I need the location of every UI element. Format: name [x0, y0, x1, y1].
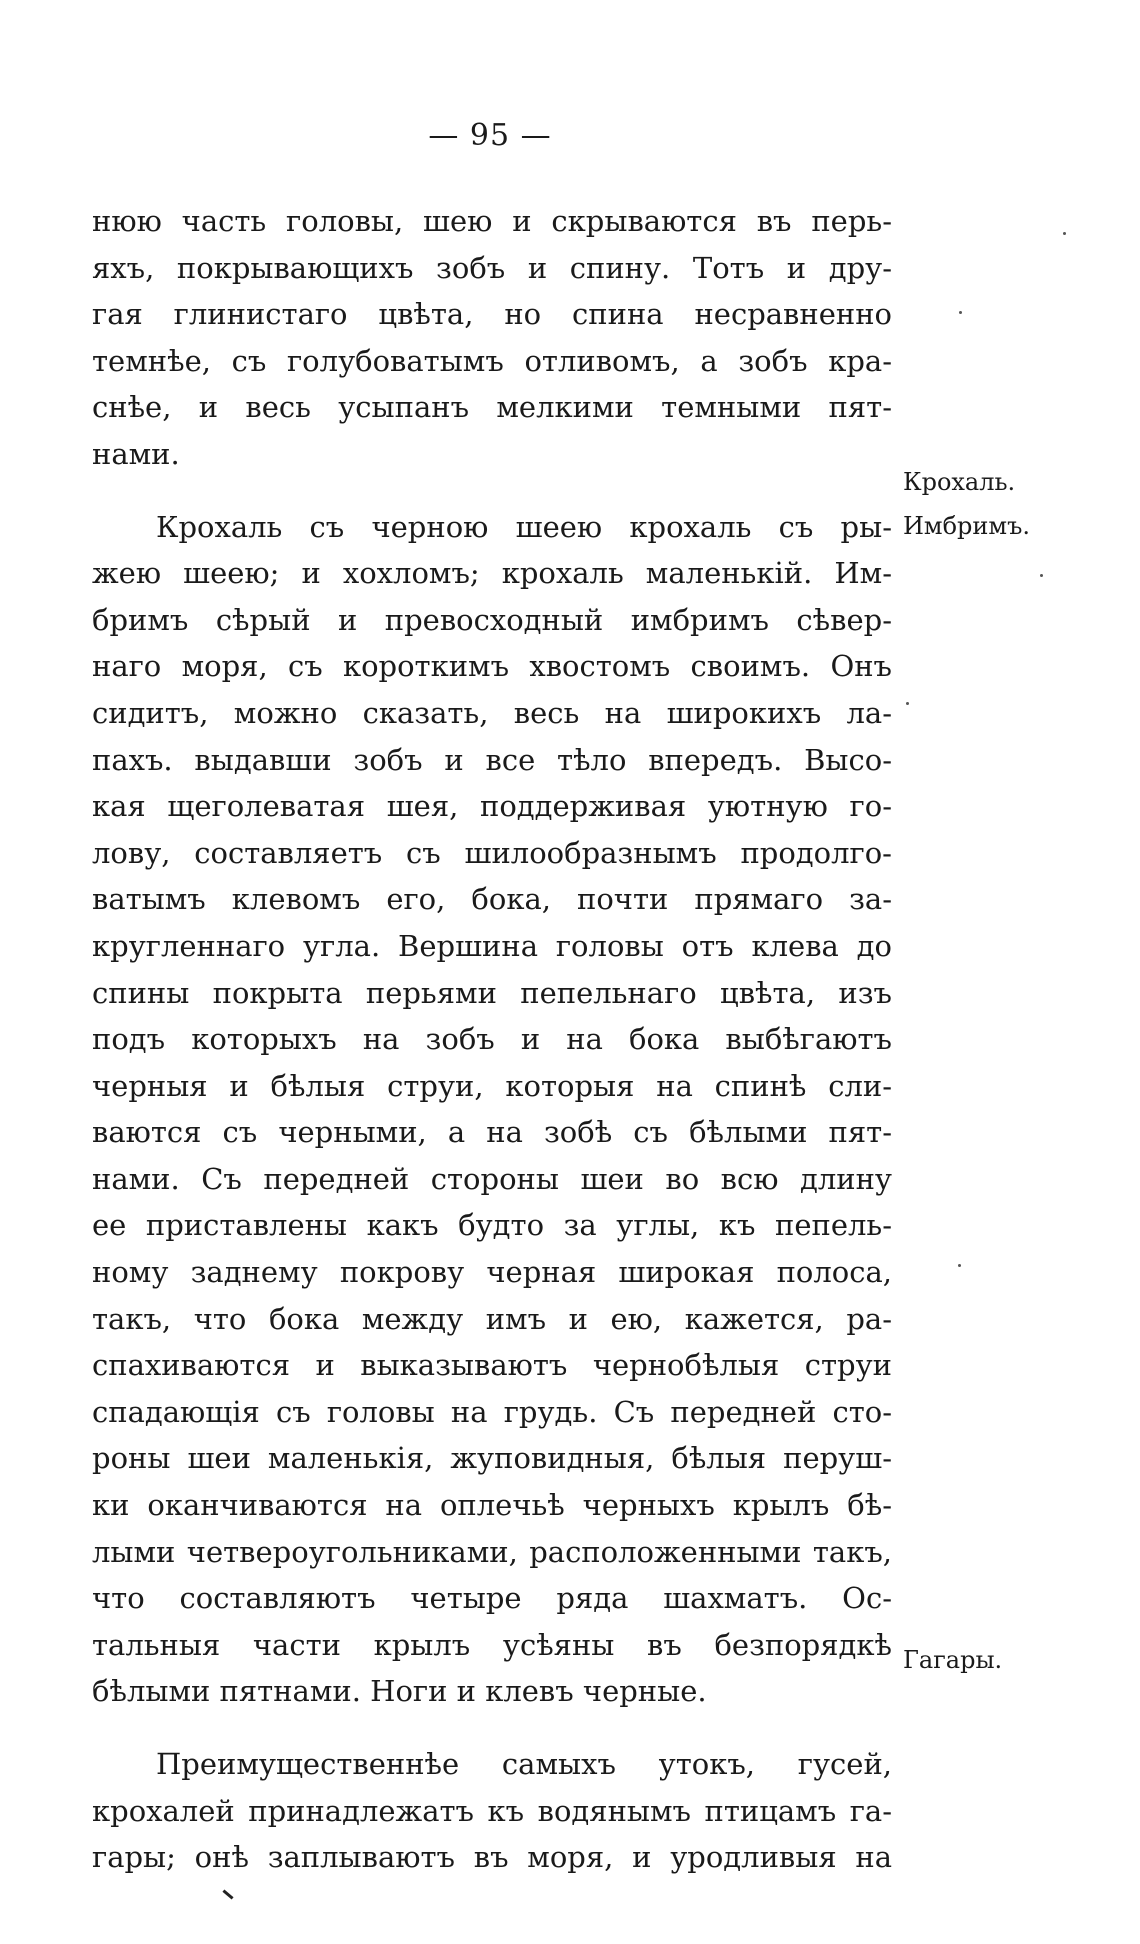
text-line: ному заднему покрову черная широкая полоса, [92, 1255, 892, 1290]
scan-speck [906, 702, 909, 705]
text-line: Преимущественнѣе самыхъ утокъ, гусей, [156, 1747, 892, 1781]
text-line: гары; онѣ заплываютъ въ моря, и уродливыя на [92, 1840, 892, 1875]
text-line: ее приставлены какъ будто за углы, къ пепель- [92, 1208, 892, 1243]
text-line: ваются съ черными, а на зобѣ съ бѣлыми пят- [92, 1115, 892, 1150]
text-line: кая щеголеватая шея, поддерживая уютную го- [92, 789, 892, 824]
text-line: крохалей принадлежатъ къ водянымъ птицамъ га- [92, 1793, 892, 1828]
text-line: тальныя части крылъ усѣяны въ безпорядкѣ [92, 1627, 892, 1662]
paragraph-1 [92, 198, 892, 478]
text-line: пахъ. выдавши зобъ и все тѣло впередъ. Высо- [92, 742, 892, 777]
marginal-note-krokhal: Крохаль. [903, 468, 1016, 496]
marginal-note-gagary: Гагары. [903, 1646, 1003, 1674]
text-line: гая глинистаго цвѣта, но спина несравненно [92, 297, 892, 332]
text-line: кругленнаго угла. Вершина головы отъ клева до [92, 928, 892, 963]
paragraph-3 [92, 1741, 892, 1881]
text-line: спадающія съ головы на грудь. Съ передней сто- [92, 1394, 892, 1429]
text-line: снѣе, и весь усыпанъ мелкими темными пят- [92, 390, 892, 425]
scan-speck [958, 1264, 961, 1267]
text-line: яхъ, покрывающихъ зобъ и спину. Тотъ и дру- [92, 250, 892, 285]
scan-mark [222, 1889, 233, 1899]
text-line: ватымъ клевомъ его, бока, почти прямаго за- [92, 882, 892, 917]
text-line: бѣлыми пятнами. Ноги и клевъ черные. [92, 1674, 707, 1709]
text-line: Крохаль съ черною шеею крохаль съ ры- [156, 509, 892, 544]
marginal-note-imbrim: Имбримъ. [903, 512, 1030, 540]
text-line: ки оканчиваются на оплечьѣ черныхъ крылъ бѣ- [92, 1488, 892, 1523]
scan-speck [1040, 574, 1043, 577]
text-line: что составляютъ четыре ряда шахматъ. Ос- [92, 1581, 892, 1616]
page-number: — 95 — [428, 118, 552, 153]
text-line: бримъ сѣрый и превосходный имбримъ сѣвер- [92, 602, 892, 637]
text-line: спахиваются и выказываютъ чернобѣлыя струи [92, 1348, 892, 1383]
paragraph-2 [92, 504, 892, 1715]
text-line: сидитъ, можно сказать, весь на широкихъ ла- [92, 695, 892, 730]
text-line: нами. Съ передней стороны шеи во всю длину [92, 1161, 892, 1196]
text-line: лыми четвероугольниками, расположенными такъ, [92, 1534, 892, 1569]
text-line: нами. [92, 436, 180, 471]
scan-speck [1063, 232, 1066, 235]
text-line: черныя и бѣлыя струи, которыя на спинѣ сли- [92, 1068, 892, 1103]
text-line: нюю часть головы, шею и скрываются въ перь- [92, 204, 892, 238]
scan-speck [959, 311, 962, 314]
text-line: подъ которыхъ на зобъ и на бока выбѣгаютъ [92, 1022, 892, 1057]
text-line: жею шеею; и хохломъ; крохаль маленькій. Им- [92, 556, 892, 591]
text-line: наго моря, съ короткимъ хвостомъ своимъ. Онъ [92, 649, 892, 684]
text-line: темнѣе, съ голубоватымъ отливомъ, а зобъ кра- [92, 343, 892, 378]
text-line: такъ, что бока между имъ и ею, кажется, ра- [92, 1301, 892, 1336]
body-text [92, 198, 892, 1881]
text-line: спины покрыта перьями пепельнаго цвѣта, изъ [92, 975, 892, 1010]
text-line: лову, составляетъ съ шилообразнымъ продолго- [92, 835, 892, 870]
text-line: роны шеи маленькія, жуповидныя, бѣлыя перуш- [92, 1441, 892, 1476]
